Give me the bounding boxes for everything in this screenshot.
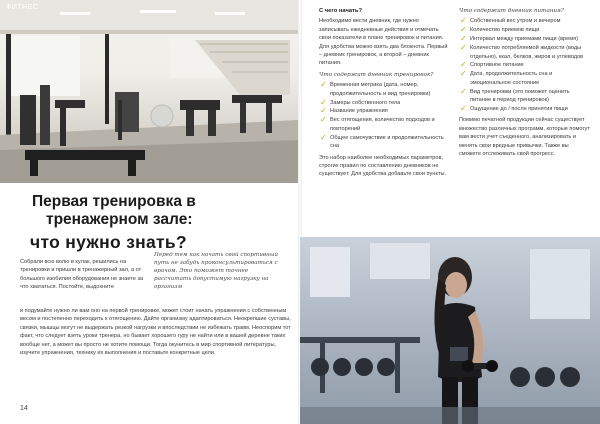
list-item xyxy=(319,116,449,133)
page-number: 14 xyxy=(20,405,28,412)
list-item xyxy=(319,134,449,151)
checkmark-icon: ✓ xyxy=(320,115,327,125)
intro-paragraph: Собрали всю волю в кулак, решились на тренировки и пришли в тренажерный зал, а от большого изобилия оборудования не знаете за что хвататься. Постойте, выдохните xyxy=(20,259,144,291)
list-item-text: Количество потребляемой жидкости (воды отдельно), ккал, белков, жиров и углеводов xyxy=(470,45,584,60)
title-line-1: Первая тренировка в xyxy=(32,193,196,210)
checkmark-icon: ✓ xyxy=(320,106,327,116)
food-diary-list xyxy=(459,17,591,113)
section-tag: ФИТНЕС xyxy=(6,4,39,11)
article-title xyxy=(20,193,290,251)
checkmark-icon: ✓ xyxy=(460,16,467,26)
list-item xyxy=(459,105,591,113)
list-item-text: Замеры собственного тела xyxy=(330,99,401,106)
list-item xyxy=(459,70,591,87)
gym-illustration xyxy=(0,0,298,183)
title-line-2: тренажерном зале: xyxy=(46,211,193,228)
training-diary-list-title: Что содержит дневник тренировок? xyxy=(319,71,434,78)
training-diary-list xyxy=(319,81,449,150)
diary-intro-paragraph: Необходимо вести дневник, где нужно записывать ежедневные действия и отмечать свои показатели в плане тренировок и питания. Для удобства можно взять два блокнота. Первый – дневник тренировок, а второй – дневник питания. xyxy=(319,18,448,67)
checkmark-icon: ✓ xyxy=(460,25,467,35)
checkmark-icon: ✓ xyxy=(460,86,467,96)
food-diary-list-title: Что содержит дневник питания? xyxy=(459,8,564,14)
list-item-text: Вид тренировки (это поможет оценить питание в период тренировок) xyxy=(470,88,570,104)
training-diary-outro: Это набор наиболее необходимых параметров, строгих правил по составлению дневников не существует. Для удобства добавьте свои пункты. xyxy=(319,154,447,178)
list-item xyxy=(459,88,591,105)
list-item-text: Общее самочувствие и продолжительность сна xyxy=(330,134,444,150)
checkmark-icon: ✓ xyxy=(320,80,327,90)
checkmark-icon: ✓ xyxy=(320,97,327,107)
checkmark-icon: ✓ xyxy=(460,60,467,70)
list-item xyxy=(319,99,449,107)
title-line-3: что нужно знать? xyxy=(30,232,187,252)
food-diary-outro: Помимо печатной продукции сейчас существует множество различных программ, которые помогут вам вести учет съеденного, анализировать и менять свои вредные привычки. Также вы сможете отслеживать свой прогресс. xyxy=(459,117,590,157)
list-item-text: Ощущение до / после принятия пищи xyxy=(470,105,568,112)
checkmark-icon: ✓ xyxy=(460,43,467,53)
list-item xyxy=(459,17,591,25)
list-item-text: Спортивное питание xyxy=(470,62,524,69)
where-to-start-heading: С чего начать? xyxy=(319,8,362,14)
checkmark-icon: ✓ xyxy=(460,34,467,44)
right-column-b xyxy=(459,7,591,160)
list-item-text: Вес отягощения, количество подходов и повторений xyxy=(330,117,435,132)
pull-quote: Перед тем как начать свой спортивный путь не забудь проконсультироваться с врачом. Это поможет точнее рассчитать допустимую нагрузку на организм xyxy=(154,252,279,290)
list-item xyxy=(459,44,591,61)
list-item xyxy=(459,61,591,69)
list-item-text: Название упражнения xyxy=(330,108,388,115)
list-item-text: Дата, продолжительность сна и эмоциональное состояние xyxy=(470,71,553,86)
list-item-text: Количество приемов пищи xyxy=(470,27,540,34)
gym-photo xyxy=(0,0,298,183)
main-paragraph: и подумайте нужно ли вам оно на первой тренировке, может стоит начать упражнения с собственным весом и постепенно переходить к отягощению. Дайте организму адаптироваться. Неокрепшие суставы, связки, мышцы могут не выдержать резкой нагрузки и впоследствии не избежать травм. Неоспорим тот факт, что следует взять уроки тренера, но бывает хорошего гуру не найти или в вашей деревне таких вообще нет, а может вы просто не хотите помощи. Тогда окунитесь в мир спортивной литературы, изучите упражнения, технику их выполнения и поставьте конкретные цели. xyxy=(20,308,291,357)
checkmark-icon: ✓ xyxy=(320,132,327,142)
woman-illustration xyxy=(300,237,600,424)
checkmark-icon: ✓ xyxy=(460,103,467,113)
list-item-text: Временная метрика (дата, номер, продолжительность и вид тренировки) xyxy=(330,82,431,97)
woman-training-photo xyxy=(300,237,600,424)
list-item xyxy=(459,35,591,43)
list-item xyxy=(319,107,449,115)
list-item xyxy=(319,81,449,98)
checkmark-icon: ✓ xyxy=(460,69,467,79)
right-column-a xyxy=(319,7,449,181)
list-item xyxy=(459,26,591,34)
list-item-text: Интервал между приемами пищи (время) xyxy=(470,36,579,43)
list-item-text: Собственный вес утром и вечером xyxy=(470,18,561,25)
